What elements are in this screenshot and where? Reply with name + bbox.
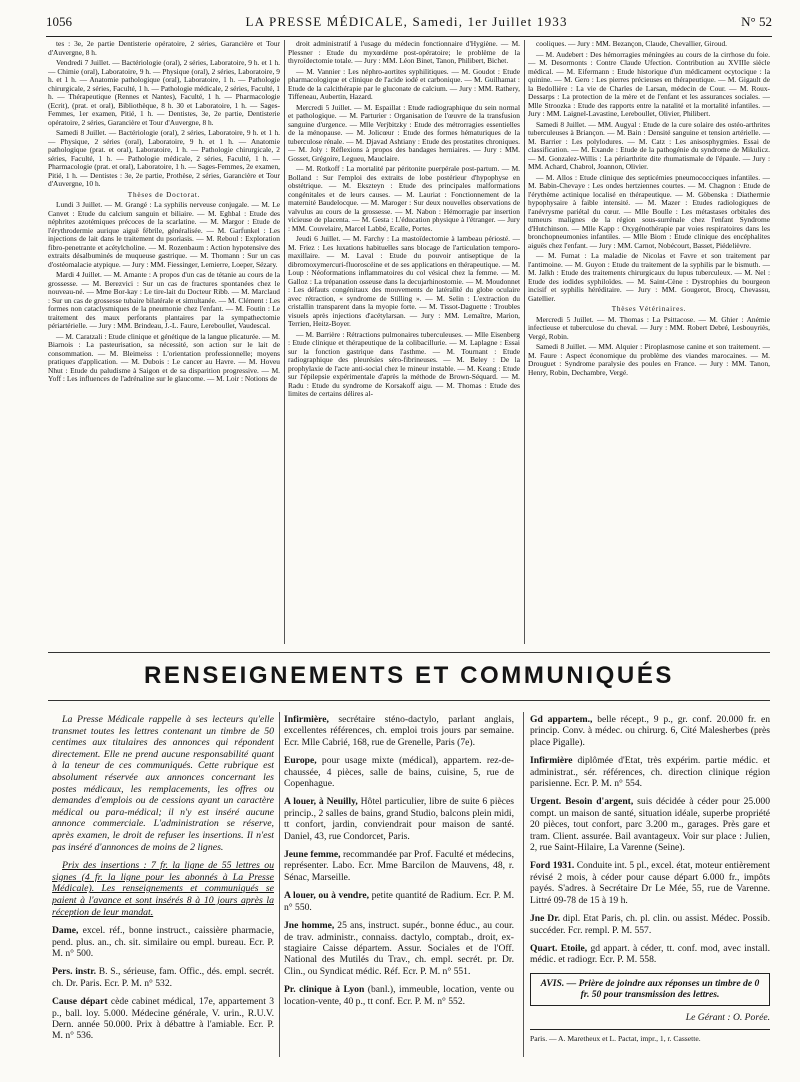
section-subhead: Thèses Vétérinaires. [611,305,687,313]
thesis-text: — M. Vannier : Les néphro-aortites syphilitiques. — M. Goudot : Etude pharmacologique et clinique de l'acide iodé et carbonique. — M. Guilhamat : Etude de la calcithérapie par le gluconate de calcium. — Jury : MM. Rathery, Tiffeneau, Aubertin, Hazard. [288,66,520,101]
announcements-column-1 [52,714,274,1064]
classified-ad [284,796,514,842]
ad-heading: Gd appartem., [530,714,593,725]
section-subhead: Thèses de Doctorat. [127,190,201,199]
classified-ad [284,714,514,748]
ad-heading: Ford 1931. [530,860,575,872]
ad-heading: Pr. clinique à Lyon [284,984,365,996]
ad-text: belle récept., 9 p., gr. conf. 20.000 fr. en princip. Conv. à médec. ou chirurg. 6, Cité Malesherbes (près place Pigalle). [530,714,770,748]
column-divider [284,40,285,644]
ad-heading: Infirmière, [284,714,329,725]
thesis-text: Mercredi 5 Juillet. — M. Espaillat : Etude radiographique du sein normal et pathologique. — M. Parturier : Organisation de l'œuvre de la transfusion sanguine d'urgence. — Mlle Verjbitzky : Etude des métrorragies essentielles de la ménopause. — M. Jolicœur : Etude des formes hématuriques de la tuberculose rénale. — M. Djavad Ashtiany : Etude des prostatites chroniques. — M. Joly : Réflexions à propos des bandages herniaires. — Jury : MM. Gosset, Grégoire, Legueu, Mauclaire. [288,102,520,163]
ad-heading: Pers. instr. [52,966,96,978]
classified-ad [52,996,274,1042]
printer-imprint: Paris. — A. Maretheux et L. Pactat, impr., 1, r. Cassette. [530,1029,770,1044]
classified-ad [52,966,274,989]
classified-ad [284,920,514,977]
top-column-3 [528,40,770,644]
ad-heading: Dame, [52,925,79,937]
thesis-text: — M. Allos : Etude clinique des septicémies pneumococciques infantiles. — M. Babin-Chevaye : Les ondes hertziennes courtes. — M. Chagnon : Etude de l'érythème actinique localisé en thérapeutique. — M. Göbenska : Diathermie hypophysaire à faible intensité. — M. Mazer : Etudes radiologiques de l'anévrysme pariétal du cœur. — Mlle Boulle : Les métastases orbitales des tumeurs malignes de la région sous-surrénale chez l'enfant Syndrome d'Hutchinson. — Mlle Kapp : Oxygénothérapie par voies respiratoires dans les bronchopneumonies infantiles. — Mlle Biom : Etude clinique des encéphalites aiguës chez l'enfant. — Jury : MM. Carnot, Nobécourt, Basset, Piédelièvre. [528,172,770,250]
classified-ad [530,714,770,748]
ad-text: pour usage mixte (médical), appartem. rez-de-chaussée, 4 pièces, salle de bains, cuisine, 5, rue de Copenhague. [284,755,514,790]
ad-text: secrétaire sténo-dactylo, parlant anglais, excellentes références, ch. emploi trois jours par semaine. Ecr. Mlle Cabrié, 168, rue de Grenelle, Paris (7e). [284,714,514,748]
ad-text: petite quantité de Radium. Ecr. P. M. n° 550. [284,890,514,913]
page-number: 1056 [46,14,72,29]
ad-text: (banl.), immeuble, location, vente ou location-vente, 40 p., tt conf. Ecr. P. M. n° 552. [284,984,514,1007]
ad-heading: Quart. Etoile, [530,942,588,954]
thesis-text: Lundi 3 Juillet. — M. Grangé : La syphilis nerveuse conjugale. — M. Le Canvet : Etude du calcium sanguin et biliaire. — M. Eghbal : Etude des néphrites azotémiques précoces de la scarlatine. — M. Margor : Etude de l'érythrodermie aurique aiguë fébrile, généralisée. — M. Garfunkel : Les injections de lait dans le traitement du psoriasis. — M. Reboul : Exploration fibro-penetrante et acétylcholine. — M. Rozenbaum : Action hypotensive des extraits désalbuminés de muqueuse gastrique. — M. Thomann : Sur un cas d'ostéomalacie atypique. — Jury : MM. Fiessinger, Lemierre, Loeper, Sézary. [48,200,280,269]
ad-heading: A louer, ou à vendre, [284,890,369,902]
classified-ad [284,890,514,913]
thesis-text: — M. Fumat : La maladie de Nicolas et Favre et son traitement par l'antimoine. — M. Guyon : Etude du traitement de la syphilis par le bismuth. — M. Jalkh : Etude des traitements chirurgicaux du lupus tuberculeux. — M. Nel : Etude des iodides syphiloïdes. — M. Saint-Cène : Dystrophies du bourgeon incisif et syphilis héréditaire. — Jury : MM. Gougerot, Brocq, Chevassu, Gatellier. [528,251,770,303]
announcements-column-3 [530,714,770,1064]
thesis-text: Samedi 8 Juillet. — MM. Alquier : Piroplasmose canine et son traitement. — M. Faure : Aspect économique du problème des viandes marocaines. — M. Drouguet : Syndrome paralysie des poules en France. — Jury : MM. Tanon, Henry, Robin, Dechambre, Vergé. [528,342,770,377]
issue-number: N° 52 [741,14,772,29]
page-header [46,14,772,34]
classified-ad [530,755,770,789]
ad-heading: Jne homme, [284,920,335,932]
classified-ad [52,925,274,959]
classified-ad [530,860,770,906]
header-rule [46,36,772,37]
banner-rule-bottom [48,700,770,701]
ad-heading: A louer, à Neuilly, [284,796,358,808]
top-column-1 [48,40,280,644]
ad-text: Hôtel particulier, libre de suite 6 pièces princip., 2 salles de bains, grand Studio, balcons plein midi, tt confort, jardin, conviendrait pour maison de santé. Daniel, 43, rue Condorcet, Paris. [284,796,514,842]
column-divider [523,712,524,1057]
thesis-text: Mercredi 5 Juillet. — M. Thomas : La Psittacose. — M. Ghier : Anémie infectieuse et tuberculose du cheval. — Jury : MM. Robert Debré, Lesbouyriès, Vergé, Robin. [528,314,770,341]
thesis-text: — M. Caratzali : Etude clinique et génétique de la langue plicaturée. — M. Biarnois : La pasteurisation, sa nécessité, son action sur le lait de consommation. — M. Bleimeiss : L'orientation professionnelle; moyens pratiques d'application. — M. Dubois : Le cancer au Havre. — M. Hoveu Nhut : Etude du paludisme à Saigon et de sa disparition progressive. — M. Yoff : Les influences de l'adrénaline sur le glaucome. — M. Loir : Notions de [48,331,280,383]
ad-text: Conduite int. 5 pl., excel. état, moteur entièrement révisé 2 mois, à céder pour cause départ 6.000 fr., impôts payés. S'adres. à Secrétaire Dr Le Mée, 55, rue de Varenne. Littré 09-78 de 15 à 19 h. [530,860,770,906]
classified-ad [530,796,770,853]
ad-text: suis décidée à céder pour 25.000 compt. un maison de santé, situation idéale, superbe propriété 20 pièces, tout confort, parc 3.200 m., garages. Près gare et tram. Client. assurée. Bail avantageux. Voir sur place : Julien, 2, rue Saint-Hilaire, La Varenne (Seine). [530,796,770,854]
top-column-2 [288,40,520,644]
ad-text: dipl. Etat Paris, ch. pl. clin. ou assist. Médec. Possib. succéder. Fcr. rempl. P. M. 557. [530,913,770,936]
thesis-text: cooliques. — Jury : MM. Bezançon, Claude, Chevallier, Giroud. [536,40,728,48]
banner-rule-top [48,652,770,653]
intro-notice: La Presse Médicale rappelle à ses lecteurs qu'elle transmet toutes les lettres contenant un timbre de 50 centimes aux titulaires des annonces qui répondent directement. Elle ne prend aucune responsabilité quant à la teneur de ces communiqués. Cette rubrique est absolument réservée aux annonces concernant les postes médicaux, les remplacements, les offres ou demandes d'emplois ou de cessions ayant un caractère médical ou para-médical; il n'y est inséré aucune annonce commerciale. L'administration se réserve, après examen, le droit de refuser les insertions. Il n'est pas inséré d'annonces de moins de 2 lignes. [52,714,274,853]
ad-text: gd appart. à céder, tt. conf. mod, avec install. médic. et radiogr. Ecr. P. M. 558. [530,942,770,966]
column-divider [279,712,280,1057]
ad-heading: Infirmière [530,755,573,767]
ad-text: 25 ans, instruct. supér., bonne éduc., au cour. de trav. administr., connaiss. dactylo, comptab., droit, ex-stagiaire Caisse départem. Assur. Sociales et de l'Off. National des Mutilés du Trav., ch. empl. secrét. pr. Dr. Clin., ou Syndicat médic. Réf. Ecr. P. M. n° 551. [284,920,514,977]
thesis-text: Samedi 8 Juillet. — MM. Augyal : Etude de la cure solaire des ostéo-arthrites tuberculeuses à Briançon. — M. Bain : Densité sanguine et tension artérielle. — M. Barrier : Les polylodures. — M. Catz : Les anisosphygmies. Essai de classification. — M. Exande : Etude de la pathogénie du syndrome de Mikulicz. — M. Gonzalez-Willis : La périarthrite dite rhumatismale de l'épaule. — Jury : MM. Achard, Chabrol, Joannon, Olivier. [528,119,770,171]
price-notice: Prix des insertions : 7 fr. la ligne de 55 lettres ou signes (4 fr. la ligne pour les abonnés à La Presse Médicale). Les renseignements et communiqués se paient à l'avance et sont insérés 8 à 10 jours après la réception de leur mandat. [52,860,274,918]
ad-heading: Jne Dr. [530,913,560,925]
column-divider [524,40,525,644]
ad-heading: Urgent. Besoin d'argent, [530,796,634,808]
ad-text: B. S., sérieuse, fam. Offic., dés. empl. secrét. ch. Dr. Paris. Ecr. P. M. n° 532. [52,966,274,989]
ad-heading: Jeune femme, [284,849,341,861]
classified-ad [530,913,770,936]
thesis-text: Jeudi 6 Juillet. — M. Farchy : La mastoïdectomie à lambeau périosté. — M. Friez : Les luxations habituelles sans blocage de l'articulation temporo-maxillaire. — M. Laval : Etude du pouvoir antiseptique de la dibromoxymercuri-fluoroscéine et de ses applications en thérapeutique. — M. Loup : Néoformations inflammatoires du col vésical chez la femme. — M. Galloz : La trépanation osseuse dans la decujarhinostomie. — M. Moudonnet : Les défauts congénitaux des mouvements de latéralité du globe oculaire avec rétraction, « syndrome de Stilling ». — M. Selin : L'extraction du cristallin transparent dans la myopie forte. — M. Tissot-Daguette : Troubles visuels après injections d'acétylarsan. — Jury : MM. Lemaître, Marion, Terrien, Heitz-Boyer. [288,234,520,328]
classified-ad [284,755,514,789]
exam-text: Samedi 8 Juillet. — Bactériologie (oral), 2 séries, Laboratoire, 9 h. et 1 h. — Physique, 2 séries (oral), Laboratoire, 9 h. et 1 h. — Anatomie pathologique (prat. et oral), Laboratoire, 1 h. — Pathologie chirurgicale, 2 séries, Faculté, 1 h. — Pathologie médicale, 2 séries, Faculté, 1 h. — Pharmacologie (prat. et oral), Laboratoire, 1 h. — Sages-Femmes, 2e examen, Pitié, 1 h. — Dentistes : 3e, 2e partie, Prothèse, 2 séries, Garancière et Tour d'Auvergne, 10 h. [48,128,280,188]
thesis-text: — M. Barrière : Rétractions pulmonaires tuberculeuses. — Mlle Eisenberg : Etude clinique et thérapeutique de la colibacillurie. — M. Laplagne : Essai sur la fonction gastrique dans l'asthme. — M. Tournant : Etude radiographique des pleurésies séro-fibrineuses. — M. Beley : De la prophylaxie de l'acte anti-social chez le mineur instable. — M. Keang : Etude sur l'épilepsie expérimentale d'après la méthode de Brown-Séquard. — M. Radu : Etude du syndrome de Korsakoff aigu. — M. Thomas : Etude des limites de certains délires al- [288,329,520,398]
thesis-text: droit administratif à l'usage du médecin fonctionnaire d'Hygiène. — M. Plessner : Etude du myxœdème post-opératoire; le problème de la thyroïdectomie totale. — Jury : MM. Léon Binet, Tanon, Philibert, Bichet. [288,40,520,65]
ad-text: cède cabinet médical, 17e, appartement 3 p., ball. loy. 5.000. Médecine générale, V. urin., R.U.V. Dern. année 50.000. Prix à débattre à l'amiable. Ecr. P. M. n° 536. [52,996,274,1042]
announcements-column-2 [284,714,514,1064]
ad-text: excel. réf., bonne instruct., caissière pharmacie, pend. plus. an., ch. sit. similaire ou empl. bureau. Ecr. P. M. n° 500. [52,925,274,959]
exam-text: tes : 3e, 2e partie Dentisterie opératoire, 2 séries, Garancière et Tour d'Auvergne, 8 h. [48,40,280,57]
thesis-text: Mardi 4 Juillet. — M. Amante : A propos d'un cas de tétanie au cours de la grossesse. — M. Berezvici : Sur un cas de fractures spontanées chez le nouveau-né. — Mme Bor-kay : Le tire-lait du Docteur Ribb. — M. Marclaud : Sur un cas de grossesse tubaire bilatérale et simultanée. — M. Clément : Les formes non cataclysmiques de la pneumonie chez l'enfant. — M. Foutin : Le traitement des maux perforants plantaires par la sympathectomie périartérielle. — Jury : MM. Brindeau, J.-L. Faure, Lereboullet, Vaudescal. [48,270,280,330]
thesis-text: — M. Audebert : Des hémorragies méningées au cours de la cirrhose du foie. — M. Desormonts : Contre Claude Ufection. Contribution au XVIIIe siècle médical. — M. Eifermann : Etude historique d'un médicament ocytocique : la quinine. — M. Gero : Les pierres précieuses en thérapeutique. — M. Gigault de la Bedollière : La vie de Charles de Larsan, médecin de Cour. — M. Roux-Dessarps : La protection de la mère et de l'enfant et les assurances sociales. — Mlle Stroozka : Etude des rapports entre la natalité et la mortalité infantiles. — Jury : MM. Laignel-Lavastine, Lereboullet, Olivier, Philibert. [528,49,770,118]
classified-ad [284,849,514,883]
journal-title: LA PRESSE MÉDICALE, Samedi, 1er Juillet 1933 [245,14,568,29]
section-banner: RENSEIGNEMENTS ET COMMUNIQUÉS [143,662,675,689]
ad-text: diplômée d'Etat, très expérim. partie médic. et administrat., sér. références, ch. direction clinique région parisienne. Ecr. P. M. n° 554. [530,755,770,790]
exam-text: Vendredi 7 Juillet. — Bactériologie (oral), 2 séries, Laboratoire, 9 h. et 1 h. — Chimie (oral), Laboratoire, 9 h. — Physique (oral), 2 séries, Laboratoire, 9 h. et 1 h. — Anatomie pathologique (oral), Laboratoire, 1 h. — Pathologie chirurgicale, 2 séries, Faculté, 1 h. — Pathologie médicale, 2 séries, Faculté, 1 h. — Thérapeutique (Rennes et Nantes), Faculté, 1 h. — Pharmacologie (Ecrit), (prat. et oral), Bibliothèque, 8 h. 30 et Laboratoire, 1 h. — Sages-Femmes, 1er examen, Pitié, 1 h. — Dentistes, 3e, 2e partie, Dentisterie opératoire, 2 séries, Garancière et Tour d'Auvergne, 8 h. [48,58,280,127]
classified-ad [284,984,514,1007]
classified-ad [530,943,770,966]
avis-box: AVIS. — Prière de joindre aux réponses un timbre de 0 fr. 50 pour transmission des lettres. [530,973,770,1006]
manager-signature: Le Gérant : O. Porée. [685,1011,770,1023]
ad-heading: Cause départ [52,996,108,1008]
ad-text: recommandée par Prof. Faculté et médecins, représenter. Labo. Ecr. Mme Barcilon de Mauvens, 48, r. Sénac, Marseille. [284,849,514,883]
ad-heading: Europe, [284,755,317,767]
thesis-text: — M. Rotkoff : La mortalité par péritonite puerpérale post-partum. — M. Bolland : Sur l'emploi des extraits de lobe postérieur d'hypophyse en obstétrique. — M. Ekszteyn : Etude des principales malformations congénitales et de leurs causes. — M. Lauriat : Fonctionnement de la maternité Baudelocque. — M. Maroger : Sur deux nouvelles observations de valvulus au cours de la grossesse. — M. Nabon : Hémorragie par insertion vicieuse de placenta. — M. Gesta : L'éducation physique à l'étranger. — Jury : MM. Couvelaire, Marcel Labbé, Ecalle, Portes. [288,164,520,233]
